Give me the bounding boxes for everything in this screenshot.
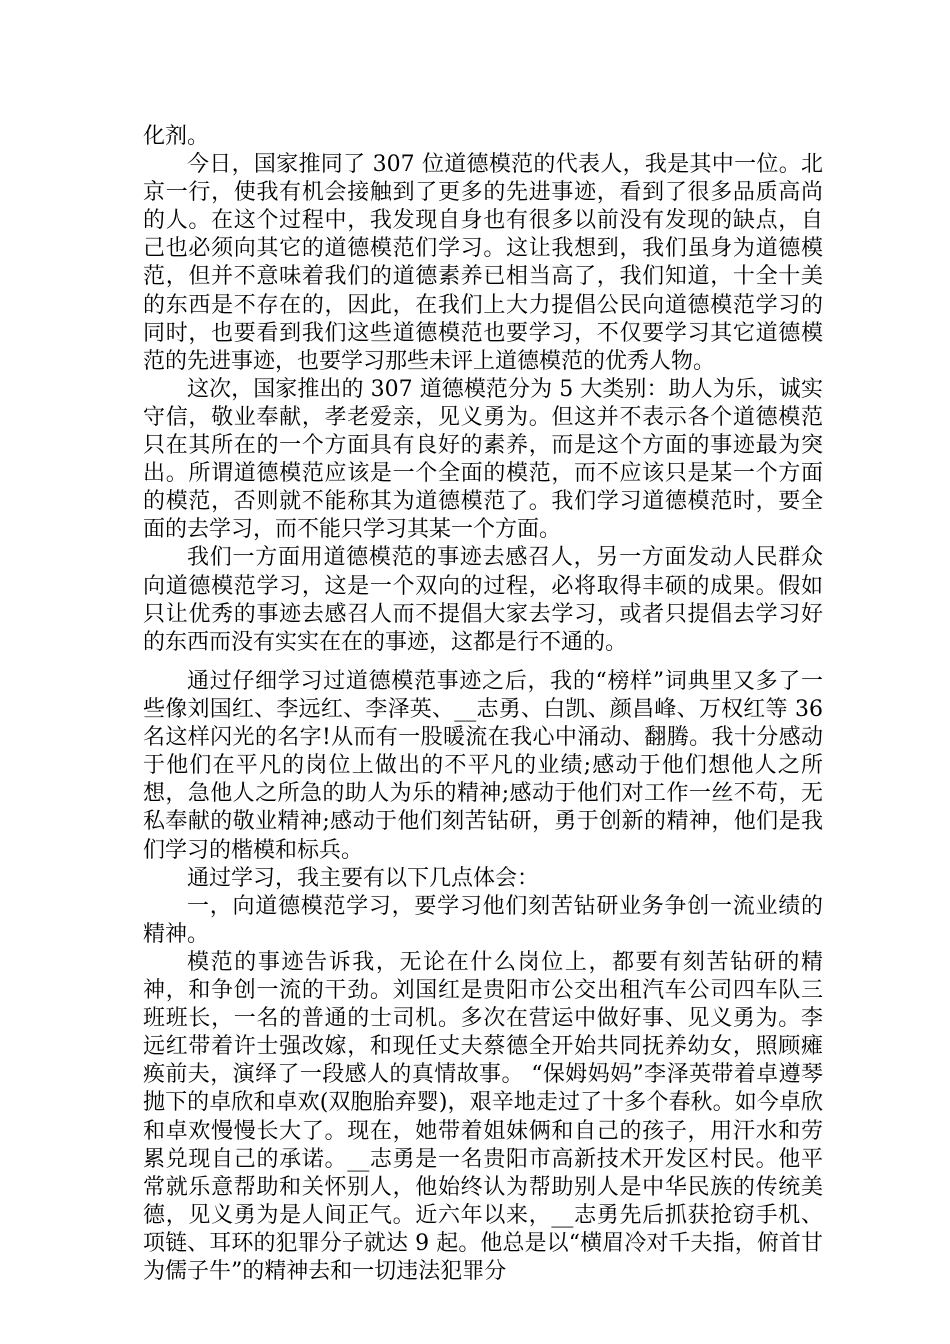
text-section-1 — [143, 123, 823, 657]
paragraph: 一，向道德模范学习，要学习他们刻苦钻研业务争创一流业绩的精神。 — [143, 893, 823, 947]
paragraph: 我们一方面用道德模范的事迹去感召人，另一方面发动人民群众向道德模范学习，这是一个双向的过程，必将取得丰硕的成果。假如只让优秀的事迹去感召人而不提倡大家去学习，或者只提倡去学习好的东西而没有实实在在的事迹，这都是行不通的。 — [143, 545, 823, 655]
paragraph: 今日，国家推同了 307 位道德模范的代表人，我是其中一位。北京一行，使我有机会接触到了更多的先进事迹，看到了很多品质高尚的人。在这个过程中，我发现自身也有很多以前没有发现的缺点，自己也必须向其它的道德模范们学习。这让我想到，我们虽身为道德模范，但并不意味着我们的道德素养已相当高了，我们知道，十全十美的东西是不存在的，因此，在我们上大力提倡公民向道德模范学习的同时，也要看到我们这些道德模范也要学习，不仅要学习其它道德模范的先进事迹，也要学习那些未评上道德模范的优秀人物。 — [143, 152, 823, 374]
text-section-2 — [143, 668, 823, 1286]
paragraph: 这次，国家推出的 307 道德模范分为 5 大类别：助人为乐，诚实守信，敬业奉献，孝老爱亲，见义勇为。但这并不表示各个道德模范只在其所在的一个方面具有良好的素养，而是这个方面的事迹最为突出。所谓道德模范应该是一个全面的模范，而不应该只是某一个方面的模范，否则就不能称其为道德模范了。我们学习道德模范时，要全面的去学习，而不能只学习其某一个方面。 — [143, 376, 823, 543]
paragraph: 通过仔细学习过道德模范事迹之后，我的“榜样”词典里又多了一些像刘国红、李远红、李泽英、__志勇、白凯、颜昌峰、万权红等 36 名这样闪光的名字!从而有一股暖流在我心中涌动、翻腾。我十分感动于他们在平凡的岗位上做出的不平凡的业绩;感动于他们想他人之所想，急他人之所急的助人为乐的精神;感动于他们对工作一丝不苟，无私奉献的敬业精神;感动于他们刻苦钻研，勇于创新的精神，他们是我们学习的楷模和标兵。 — [143, 669, 823, 863]
paragraph: 模范的事迹告诉我，无论在什么岗位上，都要有刻苦钻研的精神，和争创一流的干劲。刘国红是贵阳市公交出租汽车公司四车队三班班长，一名的普通的士司机。多次在营运中做好事、见义勇为。李远红带着许士强改嫁，和现任丈夫蔡德全开始共同抚养幼女，照顾瘫痪前夫，演绎了一段感人的真情故事。 “保姆妈妈”李泽英带着卓遵琴抛下的卓欣和卓欢(双胞胎弃婴)，艰辛地走过了十多个春秋。如今卓欣和卓欢慢慢长大了。现在，她带着姐妹俩和自己的孩子，用汗水和劳累兑现自己的承诺。__志勇是一名贵阳市高新技术开发区村民。他平常就乐意帮助和关怀别人，他始终认为帮助别人是中华民族的传统美德，见义勇为是人间正气。近六年以来，__志勇先后抓获抢窃手机、项链、耳环的犯罪分子就达 9 起。他总是以“横眉冷对千夫指，俯首甘为儒子牛”的精神去和一切违法犯罪分 — [143, 949, 823, 1284]
paragraph: 通过学习，我主要有以下几点体会： — [187, 865, 540, 891]
paragraph: 化剂。 — [143, 124, 210, 149]
